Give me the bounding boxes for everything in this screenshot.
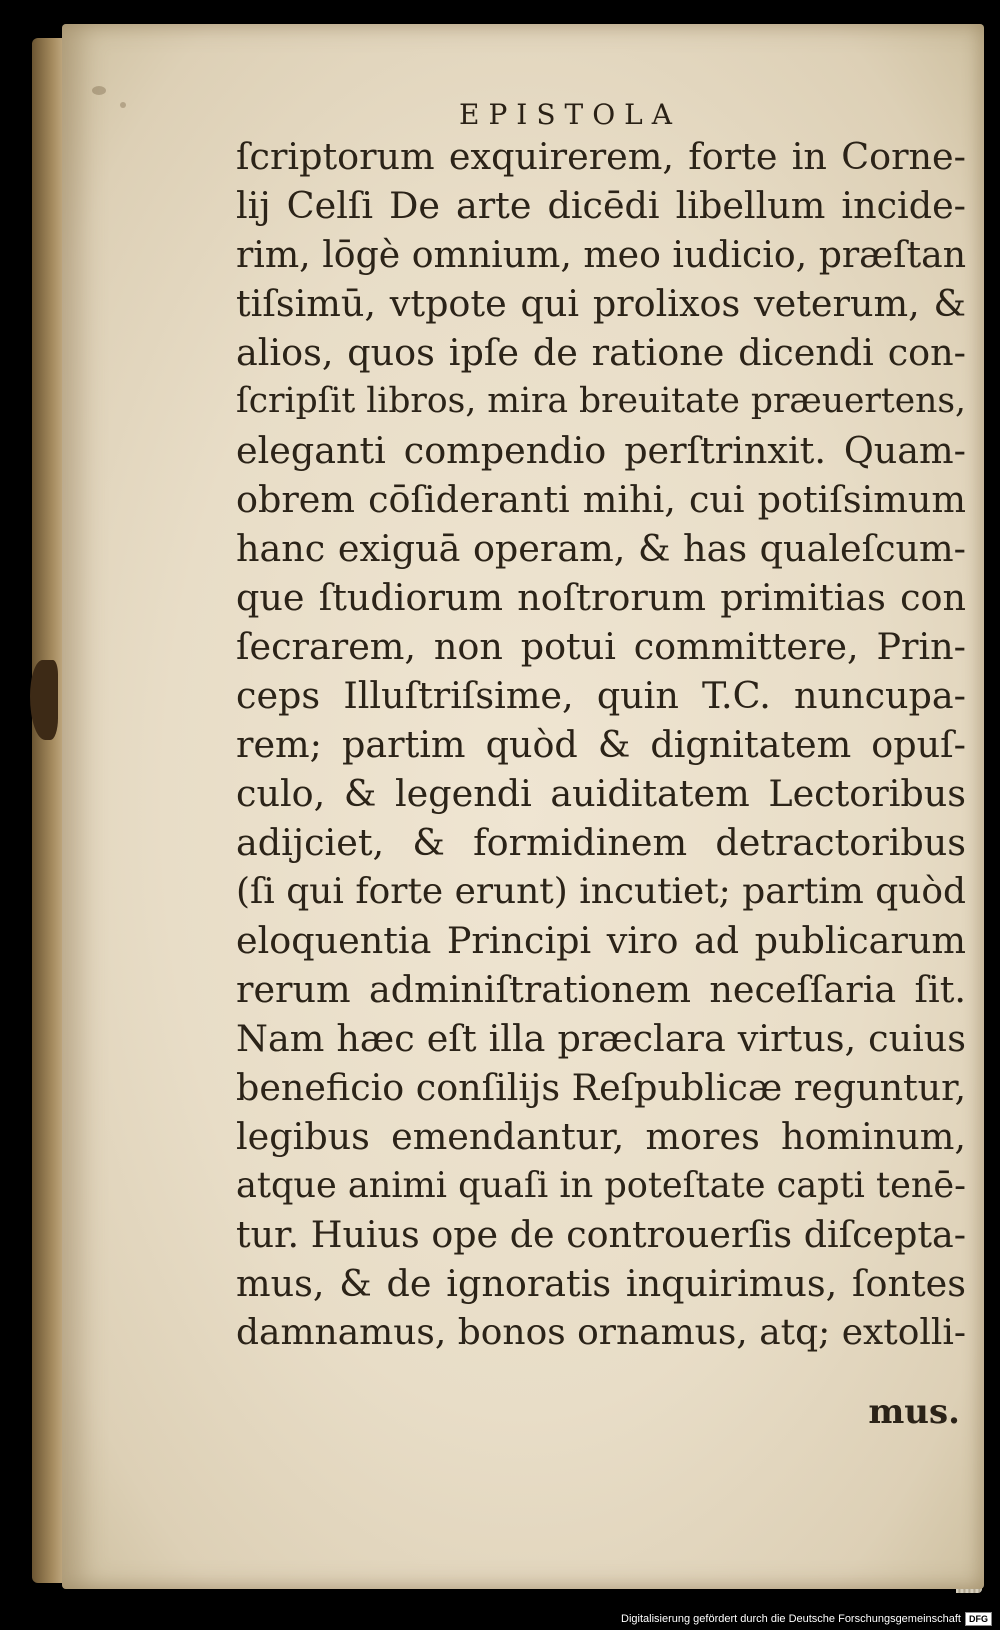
text-line: rem; partim quòd & dignitatem opuſ- xyxy=(236,723,966,766)
catchword: mus. xyxy=(868,1392,960,1432)
text-line: lij Celſi De arte dicēdi libellum incide- xyxy=(236,184,966,227)
text-line: que ſtudiorum noſtrorum primitias con xyxy=(236,576,966,619)
text-line: ſecrarem, non potui committere, Prin- xyxy=(236,625,966,668)
text-line: alios, quos ipſe de ratione dicendi con- xyxy=(236,331,966,374)
digitization-footer xyxy=(621,1612,992,1626)
text-line: eloquentia Principi viro ad publicarum xyxy=(236,919,966,962)
text-line: beneficio conſilijs Reſpublicæ reguntur, xyxy=(236,1066,967,1109)
text-line: Nam hæc eſt illa præclara virtus, cuius xyxy=(236,1017,966,1060)
text-line: ceps Illuſtriſsime, quin T.C. nuncupa- xyxy=(236,674,966,717)
text-line: ſcripſit libros, mira breuitate præuertens, xyxy=(236,381,966,421)
text-line: ſcriptorum exquirerem, forte in Corne- xyxy=(236,135,966,178)
text-line: rim, lōgè omnium, meo iudicio, præſtan xyxy=(236,233,966,276)
text-line: damnamus, bonos ornamus, atq; extolli- xyxy=(236,1312,966,1353)
text-line: (ſi qui forte erunt) incutiet; partim quòd xyxy=(236,871,966,912)
page-text xyxy=(236,132,966,1357)
text-line: legibus emendantur, mores hominum, xyxy=(236,1115,966,1158)
text-line: obrem cōſideranti mihi, cui potiſsimum xyxy=(236,478,966,521)
text-line: eleganti compendio perſtrinxit. Quam- xyxy=(236,429,966,472)
footer-credit: Digitalisierung gefördert durch die Deutsche Forschungsgemeinschaft xyxy=(621,1613,961,1625)
text-line: hanc exiguā operam, & has qualeſcum- xyxy=(236,527,966,570)
stain-mark xyxy=(92,86,106,95)
text-line: rerum adminiſtrationem neceſſaria ſit. xyxy=(236,968,966,1011)
running-heading: EPISTOLA xyxy=(459,98,681,131)
text-line: atque animi quaſi in poteſtate capti tenē- xyxy=(236,1165,966,1206)
dfg-logo-icon: DFG xyxy=(965,1612,992,1626)
text-line: mus, & de ignoratis inquirimus, ſontes xyxy=(236,1262,966,1305)
text-line: tur. Huius ope de controuerſis diſcepta- xyxy=(236,1213,966,1256)
text-line: adijciet, & formidinem detractoribus xyxy=(236,821,966,864)
binding-tear xyxy=(30,660,58,740)
text-line: tiſsimū, vtpote qui prolixos veterum, & xyxy=(236,282,966,325)
text-line: culo, & legendi auiditatem Lectoribus xyxy=(236,772,966,815)
